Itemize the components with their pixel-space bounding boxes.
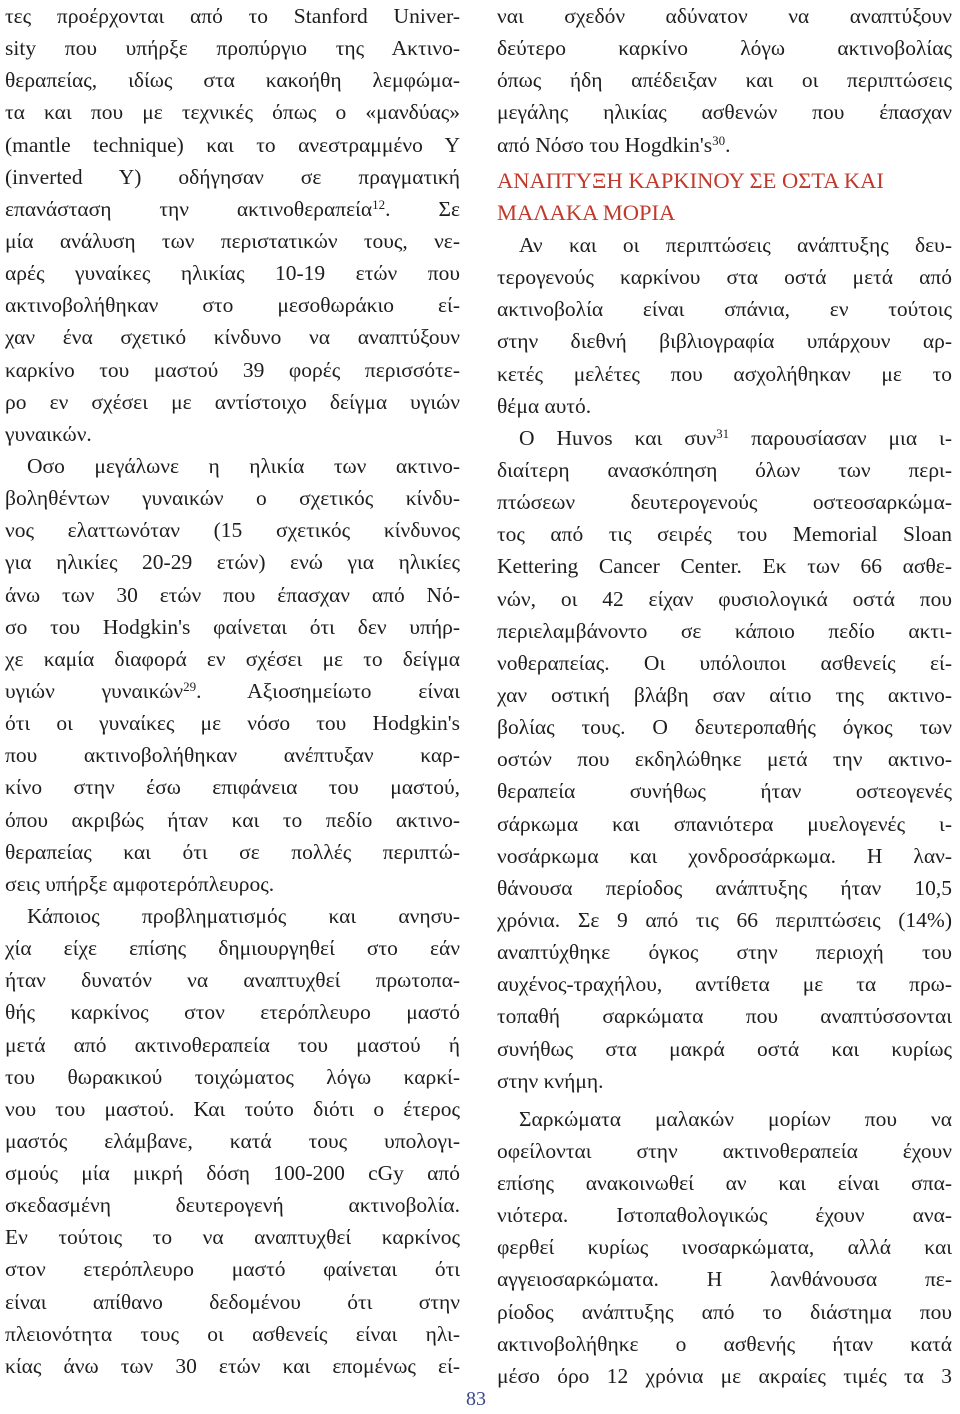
text-line: σκεδασμένη δευτερογενή ακτινοβολία. — [5, 1193, 460, 1218]
text-line: Οσο μεγάλωνε η ηλικία των ακτινο- — [27, 453, 460, 478]
text-line: νοσάρκωμα και χονδροσάρκωμα. Η λαν- — [497, 843, 952, 868]
text-line: γυναικών. — [5, 421, 92, 446]
text-line: κίας άνω των 30 ετών και επομένως εί- — [5, 1353, 460, 1378]
text-line: πτώσεων δευτερογενούς οστεοσαρκώμα- — [497, 490, 952, 515]
text-line: στην κνήμη. — [497, 1068, 604, 1093]
reference-29: 29 — [183, 678, 197, 694]
text-line: αγγειοσαρκώματα. Η λανθάνουσα πε- — [497, 1267, 952, 1292]
paragraph-soft-tissue — [497, 1103, 952, 1392]
text-line: μεγάλης ηλικίας ασθενών που έπασχαν — [497, 100, 952, 125]
text-line: που ακτινοβολήθηκαν ανέπτυξαν καρ- — [5, 743, 460, 768]
reference-12: 12 — [372, 196, 386, 212]
text-line: ναι σχεδόν αδύνατον να αναπτύξουν — [497, 4, 952, 28]
text-line: ακτινοβολήθηκαν στο μεσοθωράκιο εί- — [5, 293, 460, 318]
text-fragment: . — [725, 132, 731, 157]
text-line-with-reference — [5, 193, 460, 225]
text-line: χία είχε επίσης δημιουργηθεί στο εάν — [5, 936, 460, 961]
text-line: ότι οι γυναίκες με νόσο του Hodgkin's — [5, 711, 460, 736]
text-line: είναι απίθανο δεδομένου ότι στην — [5, 1289, 460, 1314]
text-line-with-reference — [497, 129, 952, 161]
paragraph-stanford — [5, 0, 460, 450]
left-column — [5, 0, 460, 1382]
text-line: δεύτερο καρκίνο λόγω ακτινοβολίας — [497, 36, 952, 61]
text-line: αναπτύχθηκε όγκος στην περιοχή του — [497, 940, 952, 965]
text-line: Kettering Cancer Center. Εκ των 66 ασθε- — [497, 554, 952, 579]
text-line: στην διεθνή βιβλιογραφία υπάρχουν αρ- — [497, 329, 952, 354]
text-line: μαστός ελάμβανε, κατά τους υπολογι- — [5, 1128, 460, 1153]
text-line: μία ανάλυση των περιστατικών τους, νε- — [5, 228, 460, 253]
text-line: βοληθέντων γυναικών ο σχετικός κίνδυ- — [5, 486, 460, 511]
text-line: Εν τούτοις το να αναπτυχθεί καρκίνος — [5, 1225, 460, 1250]
text-line-with-reference — [5, 675, 460, 707]
text-line: άνω των 30 ετών που έπασχαν από Νό- — [5, 582, 460, 607]
text-line: θάνουσα περίοδος ανάπτυξης ήταν 10,5 — [497, 875, 952, 900]
text-line: ρίοδος ανάπτυξης από το διάστημα που — [497, 1299, 952, 1324]
text-line: ακτινοβολία είναι σπάνια, εν τούτοις — [497, 297, 952, 322]
text-fragment: επανάσταση την ακτινοθεραπεία — [5, 196, 373, 221]
text-line: οφείλονται στην ακτινοθεραπεία έχουν — [497, 1138, 952, 1163]
text-line: σο του Hodgkin's φαίνεται ότι δεν υπήρ- — [5, 614, 460, 639]
text-fragment: από Νόσο του Hogdkin's — [497, 132, 713, 157]
text-line: Αν και οι περιπτώσεις ανάπτυξης δευ- — [519, 232, 952, 257]
text-line: του θωρακικού τοιχώματος λόγω καρκί- — [5, 1064, 460, 1089]
text-line: χαν ένα σχετικό κίνδυνο να αναπτύξουν — [5, 325, 460, 350]
right-column — [497, 0, 952, 1392]
text-line: θεραπείας, ιδίως στα κακοήθη λεμφώμα- — [5, 68, 460, 93]
reference-31: 31 — [716, 425, 730, 441]
text-line: Σαρκώματα μαλακών μορίων που να — [519, 1106, 952, 1131]
section-heading-line: ΑΝΑΠΤΥΞΗ ΚΑΡΚΙΝΟΥ ΣΕ ΟΣΤΑ ΚΑΙ — [497, 167, 884, 193]
text-line: κίνο στην έσω επιφάνεια του μαστού, — [5, 775, 460, 800]
text-line: νών, οι 42 είχαν φυσιολογικά οστά που — [497, 586, 952, 611]
text-line: στον ετερόπλευρο μαστό φαίνεται ότι — [5, 1257, 460, 1282]
text-line: ήταν δυνατόν να αναπτυχθεί πρωτοπα- — [5, 968, 460, 993]
text-line: sity που υπήρξε προπύργιο της Ακτινο- — [5, 36, 460, 61]
paragraph-contralateral — [5, 900, 460, 1382]
text-line: διαίτερη ανασκόπηση όλων των περι- — [497, 457, 952, 482]
text-line: επίσης ανακοινωθεί αν και είναι σπα- — [497, 1171, 952, 1196]
text-line: βολίας τους. Ο δευτεροπαθής όγκος των — [497, 715, 952, 740]
text-line: τοπαθή σαρκώματα που αναπτύσσονται — [497, 1004, 952, 1029]
text-line: τος από τις σειρές του Memorial Sloan — [497, 522, 952, 547]
text-line: χρόνια. Σε 9 από τις 66 περιπτώσεις (14%) — [497, 907, 952, 932]
paragraph-age-risk — [5, 450, 460, 900]
reference-30: 30 — [712, 132, 726, 148]
paragraph-continuation — [497, 0, 952, 161]
text-line: νοθεραπείας. Οι υπόλοιποι ασθενείς εί- — [497, 650, 952, 675]
text-line: μετά από ακτινοθεραπεία του μαστού ή — [5, 1032, 460, 1057]
text-line: για ηλικίες 20-29 ετών) ενώ για ηλικίες — [5, 550, 460, 575]
text-line: αρές γυναίκες ηλικίας 10-19 ετών που — [5, 261, 460, 286]
text-line: καρκίνο του μαστού 39 φορές περισσότε- — [5, 357, 460, 382]
text-line: πλειονότητα τους οι ασθενείς είναι ηλι- — [5, 1321, 460, 1346]
text-line: τερογενούς καρκίνου στα οστά μετά από — [497, 265, 952, 290]
text-line: όπως ήδη απέδειξαν και οι περιπτώσεις — [497, 68, 952, 93]
text-line: θεραπεία συνήθως ήταν οστεογενές — [497, 779, 952, 804]
text-line: χε καμία διαφορά εν σχέσει με το δείγμα — [5, 646, 460, 671]
text-line: κετές μελέτες που ασχολήθηκαν με το — [497, 361, 952, 386]
text-line: όπου ακριβώς ήταν και το πεδίο ακτινο- — [5, 807, 460, 832]
text-line: νιότερα. Ιστοπαθολογικώς έχουν ανα- — [497, 1203, 952, 1228]
text-line: (inverted Y) οδήγησαν σε πραγματική — [5, 164, 460, 189]
text-line: τα και που με τεχνικές όπως ο «μανδύας» — [5, 100, 460, 125]
text-line: αυχένος-τραχήλου, αντίθετα με τα πρω- — [497, 972, 952, 997]
text-line: φερθεί κυρίως ινοσαρκώματα, αλλά και — [497, 1235, 952, 1260]
text-fragment: . Αξιοσημείωτο είναι — [196, 678, 460, 703]
text-fragment: υγιών γυναικών — [5, 678, 184, 703]
text-fragment: παρουσίασαν μια ι- — [729, 425, 952, 450]
text-line: (mantle technique) και το ανεστραμμένο Υ — [5, 132, 460, 157]
text-line: θεραπείας και ότι σε πολλές περιπτώ- — [5, 839, 460, 864]
text-line: θέμα αυτό. — [497, 393, 592, 418]
text-line: νου του μαστού. Και τούτο διότι ο έτερος — [5, 1096, 460, 1121]
text-line: Κάποιος προβληματισμός και ανησυ- — [27, 903, 460, 928]
text-fragment: . Σε — [385, 196, 460, 221]
text-line: ακτινοβολήθηκε ο ασθενής ήταν κατά — [497, 1331, 952, 1356]
text-line: μέσο όρο 12 χρόνια με ακραίες τιμές τα 3 — [497, 1363, 952, 1388]
text-line: περιελαμβάνοντο σε κάποιο πεδίο ακτι- — [497, 618, 952, 643]
paragraph-bone — [497, 229, 952, 422]
text-line: ρο εν σχέσει με αντίστοιχο δείγμα υγιών — [5, 389, 460, 414]
text-line: χαν οστική βλάβη σαν αίτιο της ακτινο- — [497, 682, 952, 707]
section-heading — [497, 165, 952, 229]
text-line: συνήθως στα μακρά οστά και κυρίως — [497, 1036, 952, 1061]
text-line-with-reference — [497, 422, 952, 454]
section-heading-line: ΜΑΛΑΚΑ ΜΟΡΙΑ — [497, 199, 676, 225]
text-line: σμούς μία μικρή δόση 100-200 cGy από — [5, 1161, 460, 1186]
text-line: νος ελαττωνόταν (15 σχετικός κίνδυνος — [5, 518, 460, 543]
text-fragment: Ο Huvos και συν — [519, 425, 717, 450]
text-line: σεις υπήρξε αμφοτερόπλευρος. — [5, 871, 275, 896]
page-number: 83 — [466, 1388, 486, 1410]
text-line: θής καρκίνος στον ετερόπλευρο μαστό — [5, 1000, 460, 1025]
paragraph-huvos — [497, 422, 952, 1097]
text-line: οστών που εκδηλώθηκε μετά την ακτινο- — [497, 747, 952, 772]
text-line: σάρκωμα και σπανιότερα μυελογενές ι- — [497, 811, 952, 836]
text-line: τες προέρχονται από το Stanford Univer- — [5, 4, 460, 28]
